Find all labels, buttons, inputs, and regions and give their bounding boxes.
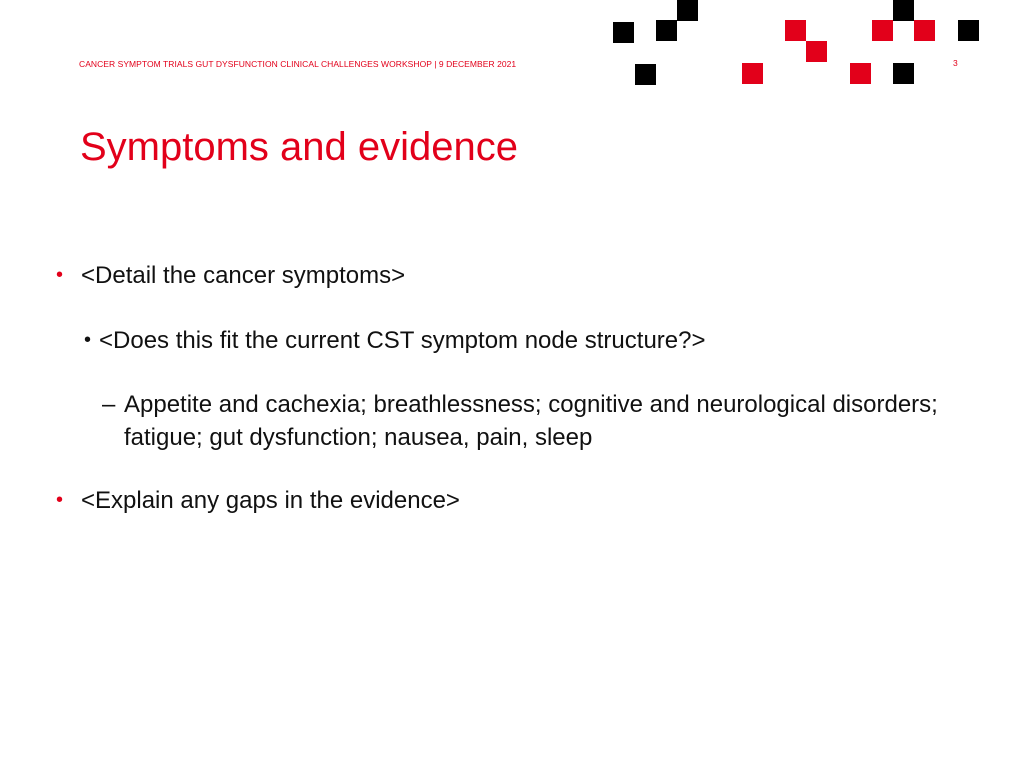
logo-square — [656, 20, 677, 41]
bullet-text: Appetite and cachexia; breathlessness; cognitive and neurological disorders; fatigue; gut dysfunction; nausea, pain, sleep — [124, 391, 938, 451]
logo-square — [914, 20, 935, 41]
bullet-marker: – — [102, 391, 116, 418]
logo-square — [893, 0, 914, 21]
logo-square — [785, 20, 806, 41]
logo-square — [806, 41, 827, 62]
logo-pattern — [0, 0, 1024, 90]
bullet-marker: • — [56, 264, 64, 286]
logo-square — [958, 20, 979, 41]
bullet-cst-structure — [84, 324, 706, 357]
slide-title: Symptoms and evidence — [80, 125, 519, 169]
bullet-marker: • — [56, 489, 64, 511]
logo-square — [742, 63, 763, 84]
bullet-evidence-gaps — [56, 484, 460, 517]
bullet-text: <Detail the cancer symptoms> — [81, 262, 406, 289]
logo-square — [613, 22, 634, 43]
bullet-text: <Does this fit the current CST symptom node structure?> — [99, 327, 706, 354]
bullet-symptom-list — [102, 388, 962, 454]
bullet-text: <Explain any gaps in the evidence> — [81, 487, 460, 514]
page-number: 3 — [953, 58, 958, 68]
running-header: CANCER SYMPTOM TRIALS GUT DYSFUNCTION CLINICAL CHALLENGES WORKSHOP | 9 DECEMBER 2021 — [79, 59, 517, 69]
logo-square — [893, 63, 914, 84]
logo-square — [635, 64, 656, 85]
logo-square — [850, 63, 871, 84]
bullet-marker: • — [84, 329, 92, 351]
bullet-detail-symptoms — [56, 259, 405, 292]
logo-square — [872, 20, 893, 41]
logo-square — [677, 0, 698, 21]
